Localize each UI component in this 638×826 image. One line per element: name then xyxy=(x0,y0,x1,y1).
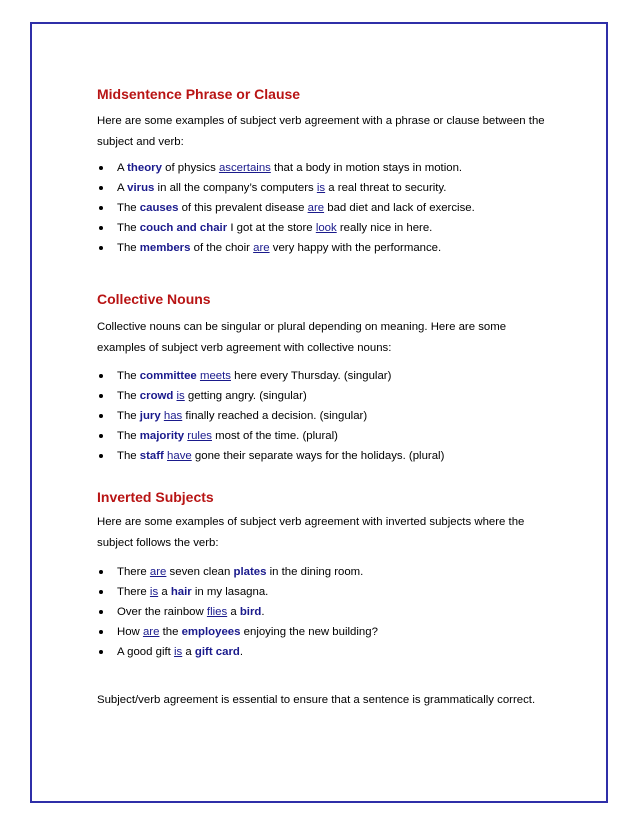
list-item xyxy=(97,218,557,238)
list-item xyxy=(97,158,557,178)
plain-text: bad diet and lack of exercise. xyxy=(324,202,475,214)
bullet-icon xyxy=(99,226,103,230)
bullet-icon xyxy=(99,610,103,614)
bullet-icon xyxy=(99,246,103,250)
list-item xyxy=(97,198,557,218)
subject-text: members xyxy=(139,242,191,254)
plain-text: A good gift xyxy=(117,646,174,658)
section-title-inverted: Inverted Subjects xyxy=(97,489,214,505)
bullet-icon xyxy=(99,590,103,594)
list-item xyxy=(97,406,557,426)
bullet-icon xyxy=(99,650,103,654)
plain-text: A xyxy=(117,182,128,194)
plain-text: most of the time. (plural) xyxy=(211,430,338,442)
plain-text: in my lasagna. xyxy=(191,586,269,598)
bullet-list-inverted xyxy=(97,562,557,662)
plain-text: a xyxy=(227,606,240,618)
plain-text: . xyxy=(261,606,265,618)
list-item xyxy=(97,642,557,662)
section-title-collective: Collective Nouns xyxy=(97,291,211,307)
subject-text: plates xyxy=(233,566,267,578)
list-item xyxy=(97,386,557,406)
plain-text: I got at the store xyxy=(227,222,316,234)
verb-text: is xyxy=(176,390,185,402)
plain-text: very happy with the performance. xyxy=(269,242,442,254)
list-item xyxy=(97,366,557,386)
bullet-icon xyxy=(99,570,103,574)
section-title-midsentence: Midsentence Phrase or Clause xyxy=(97,86,301,102)
bullet-icon xyxy=(99,414,103,418)
plain-text: The xyxy=(117,390,140,402)
list-item xyxy=(97,238,557,258)
plain-text: The xyxy=(117,430,140,442)
verb-text: are xyxy=(307,202,325,214)
bullet-icon xyxy=(99,374,103,378)
list-item xyxy=(97,562,557,582)
plain-text: here every Thursday. (singular) xyxy=(230,370,392,382)
plain-text: Over the rainbow xyxy=(117,606,207,618)
plain-text: of this prevalent disease xyxy=(178,202,308,214)
subject-text: causes xyxy=(139,202,179,214)
verb-text: rules xyxy=(187,430,212,442)
verb-text: is xyxy=(316,182,326,194)
verb-text: is xyxy=(174,646,183,658)
subject-text: gift card xyxy=(194,646,240,658)
list-item xyxy=(97,178,557,198)
bullet-icon xyxy=(99,454,103,458)
verb-text: is xyxy=(149,586,159,598)
subject-text: theory xyxy=(127,162,162,174)
verb-text: have xyxy=(167,450,192,462)
plain-text: The xyxy=(117,410,140,422)
plain-text: seven clean xyxy=(166,566,234,578)
plain-text: of the choir xyxy=(190,242,254,254)
subject-text: crowd xyxy=(139,390,174,402)
bullet-list-midsentence xyxy=(97,158,557,258)
plain-text: finally reached a decision. (singular) xyxy=(182,410,368,422)
plain-text: There xyxy=(117,566,150,578)
plain-text: really nice in here. xyxy=(336,222,433,234)
plain-text: enjoying the new building? xyxy=(240,626,378,638)
list-item xyxy=(97,446,557,466)
plain-text: The xyxy=(117,202,140,214)
verb-text: are xyxy=(142,626,160,638)
verb-text: meets xyxy=(199,370,231,382)
plain-text: a xyxy=(182,646,195,658)
subject-text: employees xyxy=(181,626,241,638)
verb-text: are xyxy=(149,566,167,578)
plain-text: The xyxy=(117,370,140,382)
verb-text: are xyxy=(253,242,270,254)
plain-text: The xyxy=(117,450,140,462)
plain-text: How xyxy=(117,626,143,638)
subject-text: virus xyxy=(127,182,155,194)
plain-text: in the dining room. xyxy=(266,566,364,578)
section-intro-collective: Collective nouns can be singular or plural depending on meaning. Here are some examples of subject verb agreement with collective nouns: xyxy=(97,321,507,354)
list-item xyxy=(97,426,557,446)
section-intro-inverted: Here are some examples of subject verb agreement with inverted subjects where the subject follows the verb: xyxy=(97,516,525,549)
plain-text: . xyxy=(239,646,244,658)
plain-text: gone their separate ways for the holidays. (plural) xyxy=(191,450,445,462)
plain-text: the xyxy=(159,626,182,638)
subject-text: bird xyxy=(239,606,262,618)
list-item xyxy=(97,602,557,622)
bullet-icon xyxy=(99,206,103,210)
bullet-icon xyxy=(99,186,103,190)
closing-paragraph: Subject/verb agreement is essential to ensure that a sentence is grammatically correct. xyxy=(97,694,536,706)
section-intro-midsentence: Here are some examples of subject verb agreement with a phrase or clause between the subject and verb: xyxy=(97,115,545,148)
bullet-icon xyxy=(99,166,103,170)
subject-text: majority xyxy=(139,430,185,442)
plain-text: a real threat to security. xyxy=(325,182,447,194)
bullet-icon xyxy=(99,630,103,634)
plain-text: of physics xyxy=(161,162,219,174)
verb-text: look xyxy=(315,222,337,234)
list-item xyxy=(97,582,557,602)
plain-text: There xyxy=(117,586,150,598)
plain-text: The xyxy=(117,242,140,254)
plain-text: a xyxy=(158,586,171,598)
plain-text: that a body in motion stays in motion. xyxy=(270,162,463,174)
bullet-list-collective xyxy=(97,366,557,466)
verb-text: has xyxy=(163,410,183,422)
list-item xyxy=(97,622,557,642)
subject-text: staff xyxy=(139,450,164,462)
verb-text: ascertains xyxy=(218,162,271,174)
subject-text: hair xyxy=(170,586,192,598)
bullet-icon xyxy=(99,394,103,398)
subject-text: jury xyxy=(139,410,161,422)
subject-text: couch and chair xyxy=(139,222,228,234)
plain-text: getting angry. (singular) xyxy=(184,390,307,402)
plain-text: The xyxy=(117,222,140,234)
subject-text: committee xyxy=(139,370,197,382)
verb-text: flies xyxy=(206,606,228,618)
plain-text: in all the company’s computers xyxy=(154,182,317,194)
plain-text: A xyxy=(117,162,128,174)
bullet-icon xyxy=(99,434,103,438)
